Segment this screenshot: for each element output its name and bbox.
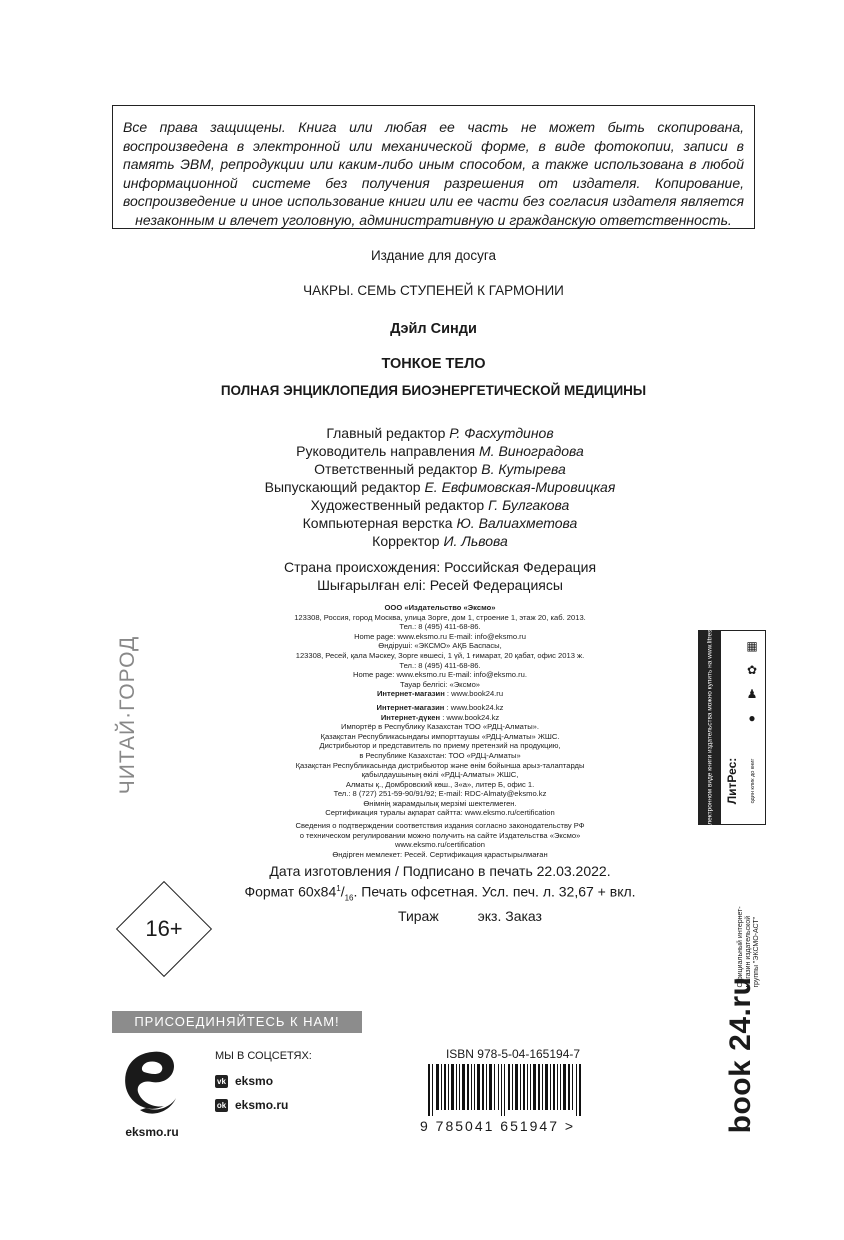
barcode-digits: 9 785041 651947 >	[420, 1118, 576, 1134]
imprint-line: Өндірген мемлекет: Ресей. Сертификация қарастырылмаған	[332, 849, 548, 859]
imprint-line: Алматы қ., Домбровский көш., 3«а», литер Б, офис 1.	[345, 779, 535, 789]
android-icon: ♟	[746, 687, 758, 701]
apple-icon: ●	[748, 711, 756, 725]
imprint-line: Қазақстан Республикасындағы импорттаушы «РДЦ-Алматы» ЖШС.	[320, 731, 560, 741]
imprint-line: Home page: www.eksmo.ru E-mail: info@eksmo.ru	[354, 631, 526, 641]
imprint-line: Дистрибьютор и представитель по приему претензий на продукцию,	[319, 741, 561, 751]
print-info	[225, 862, 655, 925]
origin-info	[160, 558, 720, 594]
imprint-line: Қазақстан Республикасында дистрибьютор және өнім бойынша арыз-талаптарды	[295, 760, 585, 770]
editorial-credits	[160, 424, 720, 550]
imprint-line: Интернет-магазин : www.book24.kz	[376, 702, 504, 712]
eksmo-site-label: eksmo.ru	[125, 1125, 179, 1139]
odnoklassniki-icon: ok	[216, 1101, 227, 1111]
series-title: ЧАКРЫ. СЕМЬ СТУПЕНЕЙ К ГАРМОНИИ	[303, 283, 564, 298]
imprint-line: Өнімнің жарамдылық мерзімі шектелмеген.	[363, 798, 517, 808]
imprint-line: Тел.: 8 (495) 411-68-86.	[399, 660, 481, 670]
credit-line: Выпускающий редактор Е. Евфимовская-Мировицкая	[264, 479, 616, 495]
imprint-line: Home page: www.eksmo.ru E-mail: info@eksmo.ru.	[353, 670, 527, 680]
copyright-notice: Все права защищены. Книга или любая ее часть не может быть скопирована, воспроизведена в электронной или механической форме, в виде фотокопии, записи в память ЭВМ, репродукции или каким-либо иным способом, а также использована в любой информационной системе без получения разрешения от издателя. Копирование, воспроизведение и иное использование книги или ее части без согласия издателя является незаконным и влечет уголовную, административную и гражданскую ответственность.	[123, 119, 744, 228]
litres-tagline-wrap	[743, 741, 763, 821]
social-heading: МЫ В СОЦСЕТЯХ:	[215, 1050, 312, 1062]
blackberry-icon: ✿	[746, 663, 758, 677]
join-us-banner: ПРИСОЕДИНЯЙТЕСЬ К НАМ!	[112, 1011, 362, 1033]
age-rating-label: 16+	[145, 916, 183, 941]
imprint-line: Өндіруші: «ЭКСМО» АҚБ Баспасы,	[378, 641, 502, 651]
print-format: Формат $60х84^1/_{16}$. Печать офсетная. Усл. печ. л. 32,67 + вкл.	[244, 883, 636, 903]
litres-logo: ЛитРес:	[725, 757, 739, 805]
imprint-line: Сертификация туралы ақпарат сайтта: www.eksmo.ru/certification	[325, 808, 555, 818]
book-title: ТОНКОЕ ТЕЛО	[381, 356, 486, 372]
imprint-line: ООО «Издательство «Эксмо»	[384, 603, 496, 612]
imprint-line: Тауар белгісі: «Эксмо»	[399, 679, 481, 689]
imprint-line: Интернет-магазин : www.book24.ru	[376, 689, 504, 699]
book24-logo: book 24.ru	[724, 976, 757, 1134]
age-rating	[112, 877, 216, 981]
vk-icon: vk	[215, 1075, 228, 1088]
imprint-line: в Республике Казахстан: ТОО «РДЦ-Алматы»	[359, 750, 521, 760]
barcode	[428, 1064, 584, 1116]
imprint-line: 123308, Ресей, қала Мәскеу, Зорге көшесі, 1 үй, 1 ғимарат, 20 қабат, офис 2013 ж.	[295, 650, 585, 660]
copyright-notice-box	[112, 105, 755, 229]
book-subtitle: ПОЛНАЯ ЭНЦИКЛОПЕДИЯ БИОЭНЕРГЕТИЧЕСКОЙ МЕДИЦИНЫ	[220, 383, 647, 398]
imprint-line: 123308, Россия, город Москва, улица Зорге, дом 1, строение 1, этаж 20, каб. 2013.	[294, 612, 586, 622]
book24-official-note: Официальный интернет-магазин издательской группы "ЭКСМО-АСТ"	[737, 906, 760, 988]
litres-block	[698, 621, 766, 834]
publisher-imprint	[230, 603, 650, 859]
credit-line: Корректор И. Львова	[372, 533, 508, 549]
imprint-line: www.eksmo.ru/certification	[395, 840, 485, 850]
print-run: Тираж экз. Заказ	[398, 908, 542, 925]
author: Дэйл Синди	[390, 321, 477, 337]
litres-tagline: один клик до книг	[750, 758, 756, 804]
windows-icon: ▦	[746, 639, 758, 653]
imprint-line: қабылдаушының өкілі «РДЦ-Алматы» ЖШС,	[361, 770, 519, 780]
eksmo-logo	[118, 1048, 182, 1118]
imprint-line: Тел.: 8 (727) 251-59-90/91/92; E-mail: RDC-Almaty@eksmo.kz	[333, 789, 547, 799]
edition-type: Издание для досуга	[370, 248, 497, 263]
imprint-line: Интернет-дүкен : www.book24.kz	[380, 712, 500, 722]
platform-icons	[745, 639, 763, 735]
credit-line: Художественный редактор Г. Булгакова	[310, 497, 570, 513]
litres-side-banner: В электронном виде книги издательства можно купить на www.litres.ru	[699, 631, 721, 824]
imprint-line: о техническом регулировании можно получить на сайте Издательства «Эксмо»	[299, 830, 581, 840]
social-vk[interactable]	[215, 1074, 273, 1088]
social-ok-label: eksmo.ru	[235, 1098, 289, 1112]
credit-line: Компьютерная верстка Ю. Валиахметова	[302, 515, 578, 531]
origin-ru: Страна происхождения: Российская Федерация	[283, 559, 597, 575]
eksmo-logo-icon	[118, 1048, 182, 1118]
imprint-line: Тел.: 8 (495) 411-68-86.	[399, 622, 481, 632]
credit-line: Руководитель направления М. Виноградова	[296, 443, 584, 459]
origin-kz: Шығарылған елі: Ресей Федерациясы	[317, 577, 563, 593]
imprint-line: Сведения о подтверждении соответствия издания согласно законодательству РФ	[295, 821, 585, 831]
credit-line: Ответственный редактор В. Кутырева	[314, 461, 566, 477]
social-vk-label: eksmo	[235, 1074, 274, 1088]
chitai-gorod-logo: ЧИТАЙ·ГОРОД	[116, 635, 139, 795]
isbn: ISBN 978-5-04-165194-7	[445, 1047, 581, 1061]
credit-line: Главный редактор Р. Фасхутдинов	[326, 425, 554, 441]
social-ok[interactable]	[215, 1098, 288, 1112]
print-date: Дата изготовления / Подписано в печать 22.03.2022.	[269, 863, 611, 879]
imprint-line: Импортёр в Республику Казахстан ТОО «РДЦ-Алматы».	[340, 722, 539, 732]
